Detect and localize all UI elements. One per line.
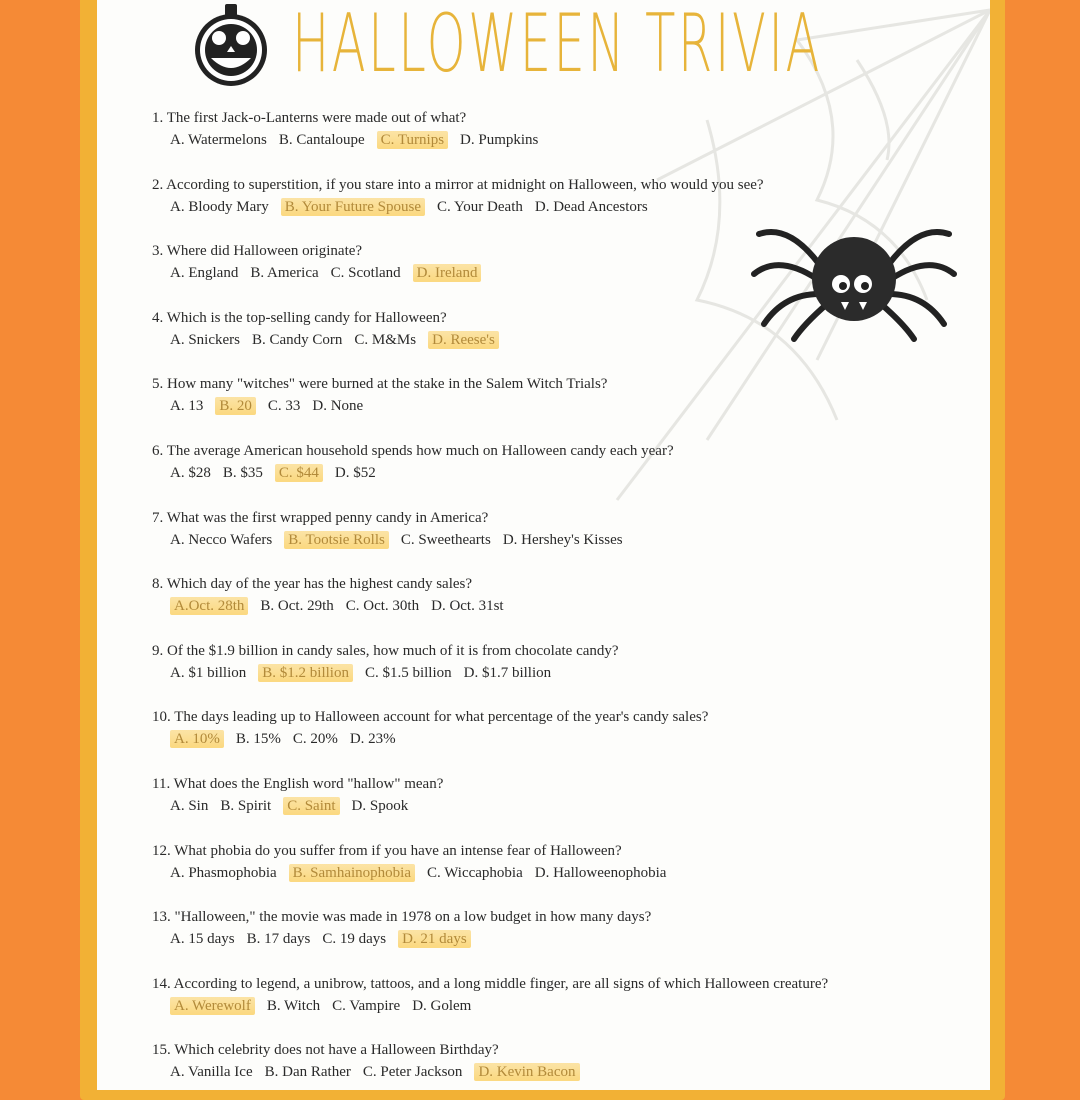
highlighted-answer: A. Werewolf xyxy=(170,997,255,1015)
question-item xyxy=(152,508,635,550)
answer-option: D. Halloweenophobia xyxy=(534,864,667,881)
answer-options xyxy=(152,729,708,749)
highlighted-answer: A. 10% xyxy=(170,730,224,748)
question-text: 14. According to legend, a unibrow, tattoos, and a long middle finger, are all signs of which Halloween creature? xyxy=(152,975,829,992)
answer-options xyxy=(152,1062,592,1082)
jack-o-lantern-icon xyxy=(185,0,277,92)
answer-option: C. M&Ms xyxy=(354,331,417,348)
answer-option: B. 17 days xyxy=(246,931,311,948)
answer-option: A. $28 xyxy=(170,465,211,481)
answer-options xyxy=(152,929,651,949)
answer-option: A. Snickers xyxy=(170,331,240,348)
answer-option: D. Spook xyxy=(351,798,409,814)
question-text: 13. "Halloween," the movie was made in 1978 on a low budget in how many days? xyxy=(152,909,652,926)
highlighted-answer: B. Samhainophobia xyxy=(289,864,415,882)
answer-options xyxy=(152,596,516,616)
answer-option: C. Peter Jackson xyxy=(362,1064,463,1081)
answer-options xyxy=(152,263,493,283)
answer-option: A. $1 billion xyxy=(170,664,247,681)
answer-option: C. 20% xyxy=(292,731,338,748)
question-item xyxy=(152,907,651,949)
question-item xyxy=(152,574,516,616)
answer-option: B. America xyxy=(250,265,319,282)
answer-options xyxy=(152,863,678,883)
highlighted-answer: D. Ireland xyxy=(413,264,482,282)
answer-options xyxy=(152,197,764,217)
question-item xyxy=(152,641,619,683)
answer-option: A. Vanilla Ice xyxy=(170,1064,253,1081)
question-item xyxy=(152,241,493,283)
answer-option: B. Dan Rather xyxy=(264,1064,351,1081)
spider-icon xyxy=(749,204,959,344)
answer-options xyxy=(152,663,619,683)
answer-option: D. $1.7 billion xyxy=(463,664,552,681)
highlighted-answer: D. Reese's xyxy=(428,331,499,349)
answer-option: C. $1.5 billion xyxy=(364,664,452,681)
answer-options xyxy=(152,530,635,550)
worksheet xyxy=(97,0,990,1090)
highlighted-answer: A.Oct. 28th xyxy=(170,597,248,615)
answer-option: C. 19 days xyxy=(322,931,387,948)
answer-option: A. Necco Wafers xyxy=(170,531,273,548)
question-item xyxy=(152,974,828,1016)
highlighted-answer: B. Your Future Spouse xyxy=(281,198,425,216)
answer-options xyxy=(152,463,674,483)
answer-option: B. Oct. 29th xyxy=(260,598,334,615)
answer-option: B. Cantaloupe xyxy=(278,132,365,148)
highlighted-answer: B. Tootsie Rolls xyxy=(284,531,389,549)
page-title: HALLOWEEN TRIVIA xyxy=(292,0,822,90)
answer-option: A. 15 days xyxy=(170,931,235,948)
question-text: 8. Which day of the year has the highest candy sales? xyxy=(152,576,473,593)
answer-option: D. 23% xyxy=(349,731,396,748)
question-text: 11. What does the English word "hallow" mean? xyxy=(152,776,444,792)
answer-options xyxy=(152,996,828,1016)
question-item xyxy=(152,175,764,217)
answer-option: B. Witch xyxy=(266,997,321,1014)
question-text: 3. Where did Halloween originate? xyxy=(152,243,363,260)
question-item xyxy=(152,707,708,749)
answer-option: B. Spirit xyxy=(220,798,272,814)
answer-option: A. Phasmophobia xyxy=(170,864,277,881)
answer-option: C. Scotland xyxy=(330,265,401,282)
question-text: 1. The first Jack-o-Lanterns were made out of what? xyxy=(152,110,467,126)
question-item xyxy=(152,441,674,483)
question-item xyxy=(152,374,607,416)
question-text: 5. How many "witches" were burned at the stake in the Salem Witch Trials? xyxy=(152,376,608,393)
question-item xyxy=(152,108,550,150)
question-text: 15. Which celebrity does not have a Halloween Birthday? xyxy=(152,1042,499,1059)
question-text: 12. What phobia do you suffer from if you have an intense fear of Halloween? xyxy=(152,842,622,859)
answer-option: D. Pumpkins xyxy=(460,132,539,148)
answer-options xyxy=(152,330,511,350)
answer-options xyxy=(152,796,443,816)
answer-option: C. 33 xyxy=(267,398,301,415)
answer-option: B. Candy Corn xyxy=(252,331,343,348)
answer-option: A. Watermelons xyxy=(170,132,267,148)
answer-option: D. Oct. 31st xyxy=(431,598,504,615)
highlighted-answer: C. Turnips xyxy=(377,131,448,149)
highlighted-answer: C. Saint xyxy=(283,797,339,815)
highlighted-answer: B. 20 xyxy=(215,397,256,415)
question-item xyxy=(152,774,443,816)
answer-options xyxy=(152,396,607,416)
answer-option: D. None xyxy=(312,398,364,415)
question-text: 4. Which is the top-selling candy for Halloween? xyxy=(152,309,447,326)
highlighted-answer: B. $1.2 billion xyxy=(258,664,353,682)
answer-option: D. $52 xyxy=(334,465,376,481)
question-item xyxy=(152,1040,592,1082)
answer-option: B. 15% xyxy=(235,731,281,748)
question-text: 10. The days leading up to Halloween account for what percentage of the year's candy sales? xyxy=(152,709,709,726)
question-item xyxy=(152,308,511,350)
answer-option: A. England xyxy=(170,265,239,282)
highlighted-answer: C. $44 xyxy=(275,464,323,482)
question-text: 7. What was the first wrapped penny candy in America? xyxy=(152,509,489,526)
answer-options xyxy=(152,130,550,150)
answer-option: C. Oct. 30th xyxy=(345,598,420,615)
answer-option: D. Golem xyxy=(412,997,472,1014)
question-text: 9. Of the $1.9 billion in candy sales, how much of it is from chocolate candy? xyxy=(152,642,619,659)
question-item xyxy=(152,841,678,883)
question-text: 6. The average American household spends how much on Halloween candy each year? xyxy=(152,443,674,459)
answer-option: C. Sweethearts xyxy=(400,531,491,548)
answer-option: B. $35 xyxy=(222,465,263,481)
answer-option: D. Hershey's Kisses xyxy=(502,531,623,548)
question-text: 2. According to superstition, if you stare into a mirror at midnight on Halloween, who would you see? xyxy=(152,176,764,193)
answer-option: A. 13 xyxy=(170,398,204,415)
highlighted-answer: D. Kevin Bacon xyxy=(474,1063,579,1081)
answer-option: D. Dead Ancestors xyxy=(534,198,648,215)
answer-option: C. Wiccaphobia xyxy=(427,864,523,881)
answer-option: A. Bloody Mary xyxy=(170,198,269,215)
answer-option: C. Vampire xyxy=(332,997,401,1014)
highlighted-answer: D. 21 days xyxy=(398,930,471,948)
answer-option: A. Sin xyxy=(170,798,209,814)
answer-option: C. Your Death xyxy=(437,198,523,215)
